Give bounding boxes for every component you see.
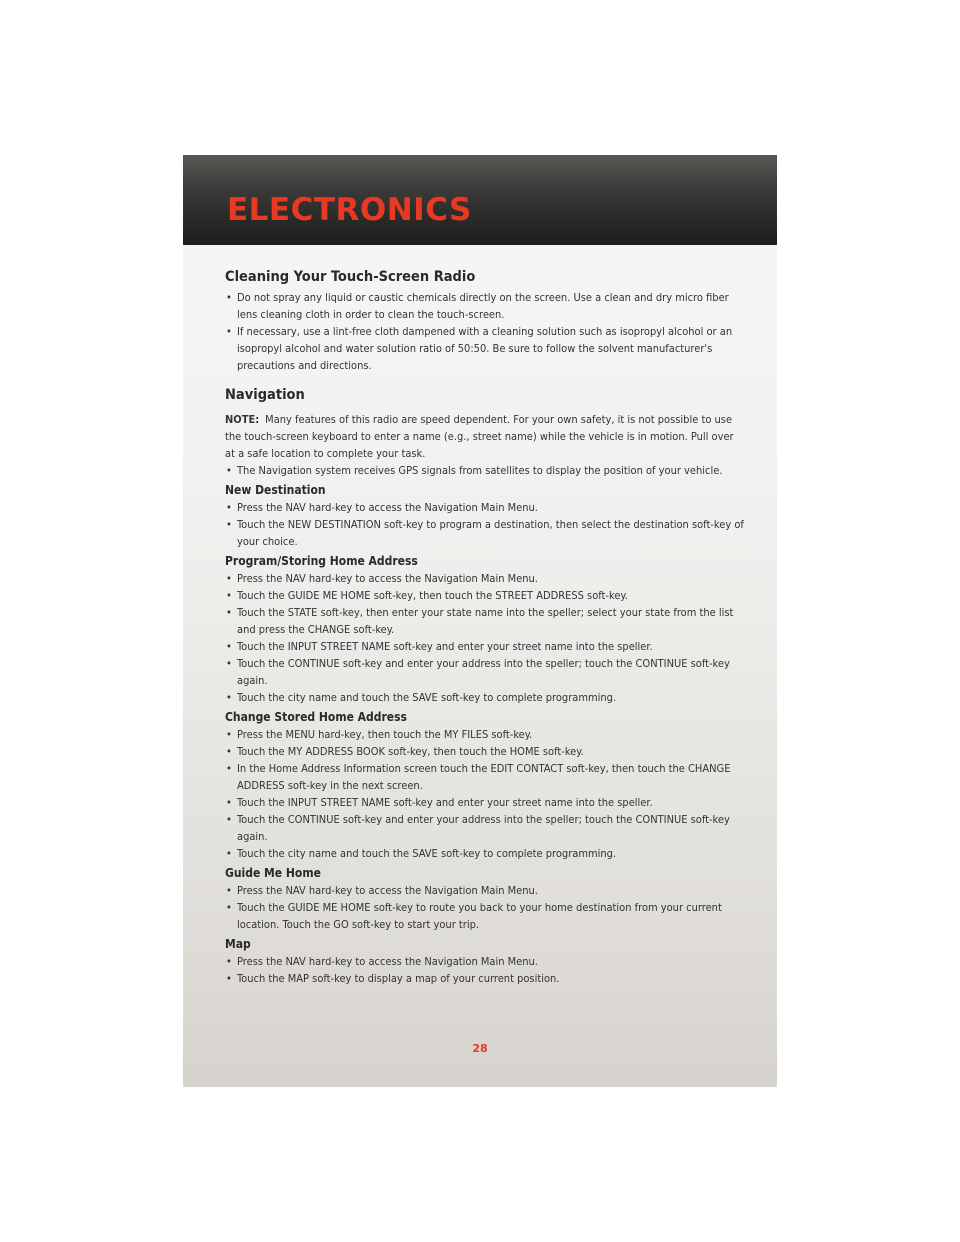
list-item: • Press the NAV hard-key to access the Navigation Main Menu. — [225, 570, 745, 587]
section-title: ELECTRONICS — [227, 192, 472, 228]
heading-navigation: Navigation — [225, 387, 305, 403]
page-content — [225, 268, 745, 987]
new-destination-list — [225, 499, 745, 550]
page-number: 28 — [472, 1042, 488, 1055]
list-item: • Press the NAV hard-key to access the Navigation Main Menu. — [225, 953, 745, 970]
heading-cleaning: Cleaning Your Touch-Screen Radio — [225, 269, 476, 285]
list-item: • Touch the STATE soft-key, then enter your state name into the speller; select your state from the list and press the CHANGE soft-key. — [225, 604, 745, 638]
cleaning-list — [225, 289, 745, 374]
list-item: • Touch the MY ADDRESS BOOK soft-key, then touch the HOME soft-key. — [225, 743, 745, 760]
list-item: • Touch the MAP soft-key to display a map of your current position. — [225, 970, 745, 987]
heading-guide-home: Guide Me Home — [225, 866, 321, 880]
list-item: • Do not spray any liquid or caustic chemicals directly on the screen. Use a clean and dry micro fiber lens cleaning cloth in order to clean the touch-screen. — [225, 289, 745, 323]
heading-map: Map — [225, 937, 251, 951]
list-item: • Touch the NEW DESTINATION soft-key to program a destination, then select the destination soft-key of your choice. — [225, 516, 745, 550]
program-home-list — [225, 570, 745, 706]
list-item: • Press the NAV hard-key to access the Navigation Main Menu. — [225, 882, 745, 899]
list-item: • Press the MENU hard-key, then touch the MY FILES soft-key. — [225, 726, 745, 743]
section-header-bar — [183, 155, 777, 245]
list-item: • Touch the city name and touch the SAVE soft-key to complete programming. — [225, 689, 745, 706]
list-item: • Touch the GUIDE ME HOME soft-key to route you back to your home destination from your current location. Touch the GO soft-key to start your trip. — [225, 899, 745, 933]
list-item: • If necessary, use a lint-free cloth dampened with a cleaning solution such as isopropyl alcohol or an isopropyl alcohol and water solution ratio of 50:50. Be sure to follow the solvent manufacturer's precautions and directions. — [225, 323, 745, 374]
list-item: • In the Home Address Information screen touch the EDIT CONTACT soft-key, then touch the CHANGE ADDRESS soft-key in the next screen. — [225, 760, 745, 794]
note-label: NOTE: — [225, 413, 260, 426]
list-item: • Touch the INPUT STREET NAME soft-key and enter your street name into the speller. — [225, 638, 745, 655]
note-paragraph — [225, 411, 745, 462]
heading-program-home: Program/Storing Home Address — [225, 554, 418, 568]
guide-home-list — [225, 882, 745, 933]
navigation-list — [225, 462, 745, 479]
list-item: • Touch the CONTINUE soft-key and enter your address into the speller; touch the CONTINUE soft-key again. — [225, 811, 745, 845]
manual-page — [183, 155, 777, 1087]
list-item: • The Navigation system receives GPS signals from satellites to display the position of your vehicle. — [225, 462, 745, 479]
map-list — [225, 953, 745, 987]
heading-new-destination: New Destination — [225, 483, 326, 497]
list-item: • Touch the city name and touch the SAVE soft-key to complete programming. — [225, 845, 745, 862]
list-item: • Press the NAV hard-key to access the Navigation Main Menu. — [225, 499, 745, 516]
list-item: • Touch the CONTINUE soft-key and enter your address into the speller; touch the CONTINUE soft-key again. — [225, 655, 745, 689]
note-text: Many features of this radio are speed dependent. For your own safety, it is not possible to use the touch-screen keyboard to enter a name (e.g., street name) while the vehicle is in motion. Pull over at a safe location to complete your task. — [225, 413, 734, 460]
heading-change-home: Change Stored Home Address — [225, 710, 407, 724]
change-home-list — [225, 726, 745, 862]
list-item: • Touch the INPUT STREET NAME soft-key and enter your street name into the speller. — [225, 794, 745, 811]
list-item: • Touch the GUIDE ME HOME soft-key, then touch the STREET ADDRESS soft-key. — [225, 587, 745, 604]
